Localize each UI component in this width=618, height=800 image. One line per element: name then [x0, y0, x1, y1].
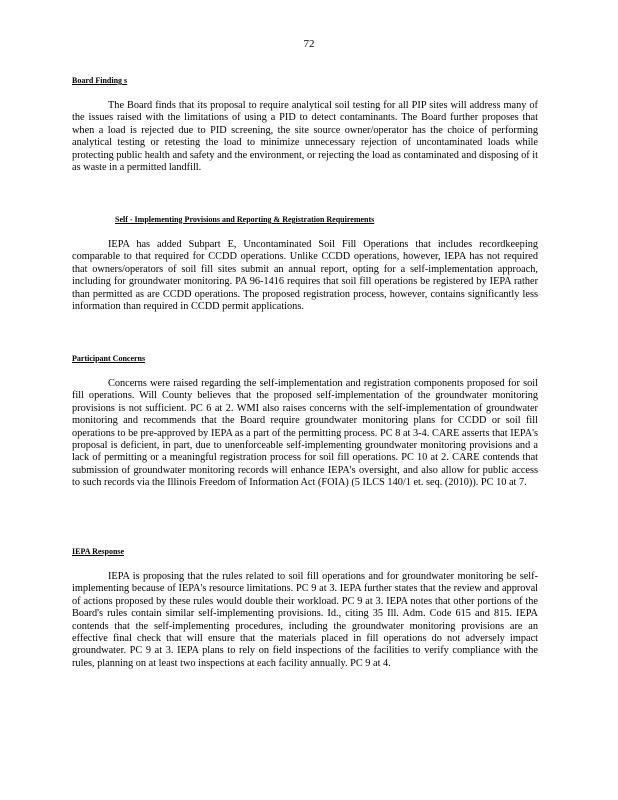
section-paragraph: IEPA is proposing that the rules related to soil fill operations and for groundwater monitoring be self-implementing because of IEPA's resource limitations. PC 9 at 3. IEPA further states that the review and approval of actions proposed by these rules would double their workload. PC 9 at 3. IEPA notes that other portions of the Board's rules contain similar self-implementing provisions. Id., citing 35 Ill. Adm. Code 615 and 815. IEPA contends that the self-implementing procedures, including the groundwater monitoring provisions are an effective final check that will ensure that the materials placed in fill operations do not adversely impact groundwater. PC 9 at 3. IEPA plans to rely on field inspections of the facilities to verify compliance with the rules, planning on at least two inspections at each facility annually. PC 9 at 4.	[72, 571, 538, 669]
section-heading: Self - Implementing Provisions and Reporting & Registration Requirements	[115, 215, 375, 224]
section-self-implementing	[72, 215, 538, 313]
section-heading: IEPA Response	[72, 547, 125, 556]
section-paragraph: Concerns were raised regarding the self-implementation and registration components proposed for soil fill operations. Will County believes that the proposed self-implementation of the groundwater monitoring provisions is not sufficient. PC 6 at 2. WMI also raises concerns with the self-implementation of groundwater monitoring and recommends that the Board require groundwater monitoring plans for CCDD or soil fill operations to be pre-approved by IEPA as a part of the permitting process. PC 8 at 3-4. CARE asserts that IEPA's proposal is deficient, in part, due to unenforceable self-implementing groundwater monitoring provisions and a lack of permitting or a meaningful registration process for soil fill operations. PC 10 at 2. CARE contends that submission of groundwater monitoring records will enhance IEPA's oversight, and also allow for public access to such records via the Illinois Freedom of Information Act (FOIA) (5 ILCS 140/1 et. seq. (2010)). PC 10 at 7.	[72, 378, 538, 489]
section-heading: Participant Concerns	[72, 354, 146, 363]
section-iepa-response	[72, 547, 538, 670]
section-paragraph: IEPA has added Subpart E, Uncontaminated Soil Fill Operations that includes recordkeeping comparable to that required for CCDD operations. Unlike CCDD operations, however, IEPA has not required that owners/operators of soil fill sites submit an annual report, opting for a self-implementation approach, including for groundwater monitoring. PA 96-1416 requires that soil fill operations be registered by IEPA rather than permitted as are CCDD operations. The proposed registration process, however, contains significantly less information than required in CCDD permit applications.	[72, 239, 538, 313]
section-participant-concerns	[72, 354, 538, 490]
page-number: 72	[303, 38, 315, 50]
section-heading: Board Finding s	[72, 76, 128, 85]
section-board-finding	[72, 76, 538, 174]
section-paragraph: The Board finds that its proposal to require analytical soil testing for all PIP sites will address many of the issues raised with the limitations of using a PID to detect contaminants. The Board further proposes that when a load is rejected due to PID screening, the site source owner/operator has the choice of performing analytical testing or retesting the load to minimize unnecessary rejection of uncontaminated loads while protecting public health and safety and the environment, or rejecting the load as contaminated and disposing of it as waste in a permitted landfill.	[72, 100, 538, 174]
